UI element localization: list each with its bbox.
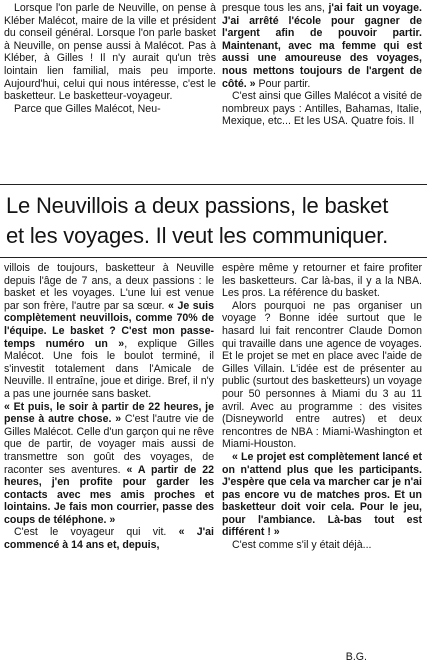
quote: j'ai fait un voyage. J'ai arrêté l'école pour gagner de l'argent afin de pouvoir partir. Maintenant, avec ma femme qui est aussi une amoureuse des voyages, nous mettons toujours de l'argent de côté. » — [222, 2, 422, 90]
paragraph: Alors pourquoi ne pas organiser un voyage ? Bonne idée surtout que le hasard lui fait rencontrer Claude Domon qui travaille dans une agence de voyages. Et le projet se met en place avec l'aide de Gilles Villain. L'idée est de présenter au public (surtout des basketteurs) un voyage pour 50 personnes à Miami du 3 au 11 avril. Avec au programme : des visites (Disneyworld entre autres) et deux rencontres de NBA : Miami-Washington et Miami-Houston. — [222, 299, 422, 451]
paragraph: villois de toujours, basketteur à Neuville depuis l'âge de 7 ans, a deux passions : le basket et les voyages. L'une lui est venue par son frère, l'autre par sa sœur. « Je suis complètement neuvillois, comme 70% de l'équipe. Le basket ? C'est mon passe-temps numéro un », explique Gilles Malécot. Une fois le boulot terminé, il s'investit totalement dans l'Amicale de Neuville. Il entraîne, joue et dirige. Bref, il n'y a pas une journée sans basket. — [4, 262, 214, 400]
quote: « Je suis complètement neuvillois, comme 70% de l'équipe. Le basket ? C'est mon passe-temps numéro un » — [4, 299, 214, 350]
paragraph — [222, 451, 422, 539]
headline: Le Neuvillois a deux passions, le basket — [6, 193, 389, 218]
author-signature: B.G. — [345, 651, 367, 663]
paragraph: Parce que Gilles Malécot, Neu- — [14, 102, 161, 115]
quote: « Et puis, le soir à partir de 22 heures, je pense à autre chose. » — [4, 400, 214, 426]
quote: « A partir de 22 heures, j'en profite pour garder les contacts avec mes amis proches et lointains. Je fais mon courrier, passe des coups de téléphone. » — [4, 463, 214, 526]
headline: et les voyages. Il veut les communiquer. — [6, 223, 389, 248]
paragraph: « Et puis, le soir à partir de 22 heures, je pense à autre chose. » C'est l'autre vie de Gilles Malécot. Celle d'un garçon qui ne rêve que de partir, de voyager mais aussi de transmettre son goût des voyages, de raconter ses aventures. « A partir de 22 heures, j'en profite pour garder les contacts avec mes amis proches et lointains. Je fais mon courrier, passe des coups de téléphone. » — [4, 400, 214, 526]
paragraph: presque tous les ans, j'ai fait un voyage. J'ai arrêté l'école pour gagner de l'argent afin de pouvoir partir. Maintenant, avec ma femme qui est aussi une amoureuse des voyages, nous mettons toujours de l'argent de côté. » Pour partir. — [222, 2, 422, 90]
paragraph: C'est ainsi que Gilles Malécot a visité de nombreux pays : Antilles, Bahamas, Italie, Mexique, etc... Et les USA. Quatre fois. Il — [222, 90, 422, 128]
bottom-left-column — [4, 262, 214, 552]
quote: « Le projet est complètement lancé et on n'attend plus que les participants. J'espère que cela va marcher car je n'ai pas encore vu de matches pros. Et un basketteur doit voir cela. Pour le jeu, pour l'ambiance. Là-bas tout est différent ! » — [222, 450, 422, 539]
paragraph: C'est le voyageur qui vit. « J'ai commencé à 14 ans et, depuis, — [4, 526, 214, 552]
top-left-column — [4, 2, 216, 115]
headline-band — [0, 184, 427, 258]
paragraph: C'est comme s'il y était déjà... — [232, 539, 372, 552]
quote: « J'ai commencé à 14 ans et, depuis, — [4, 526, 214, 552]
paragraph: espère même y retourner et faire profiter les basketteurs. Car là-bas, il y a la NBA. Les pros. La référence du basket. — [222, 262, 422, 300]
bottom-right-column — [222, 262, 422, 552]
top-right-column — [222, 2, 422, 128]
paragraph: Lorsque l'on parle de Neuville, on pense à Kléber Malécot, maire de la ville et président du conseil général. Lorsque l'on parle basket à Neuville, on pense aussi à Malécot. Pas à Kléber, à Gilles ! Il n'y aurait qu'un très lointain lien familial, mais peu importe. Aujourd'hui, celui qui nous intéresse, c'est le basketteur. Le basketteur-voyageur. — [4, 2, 216, 103]
